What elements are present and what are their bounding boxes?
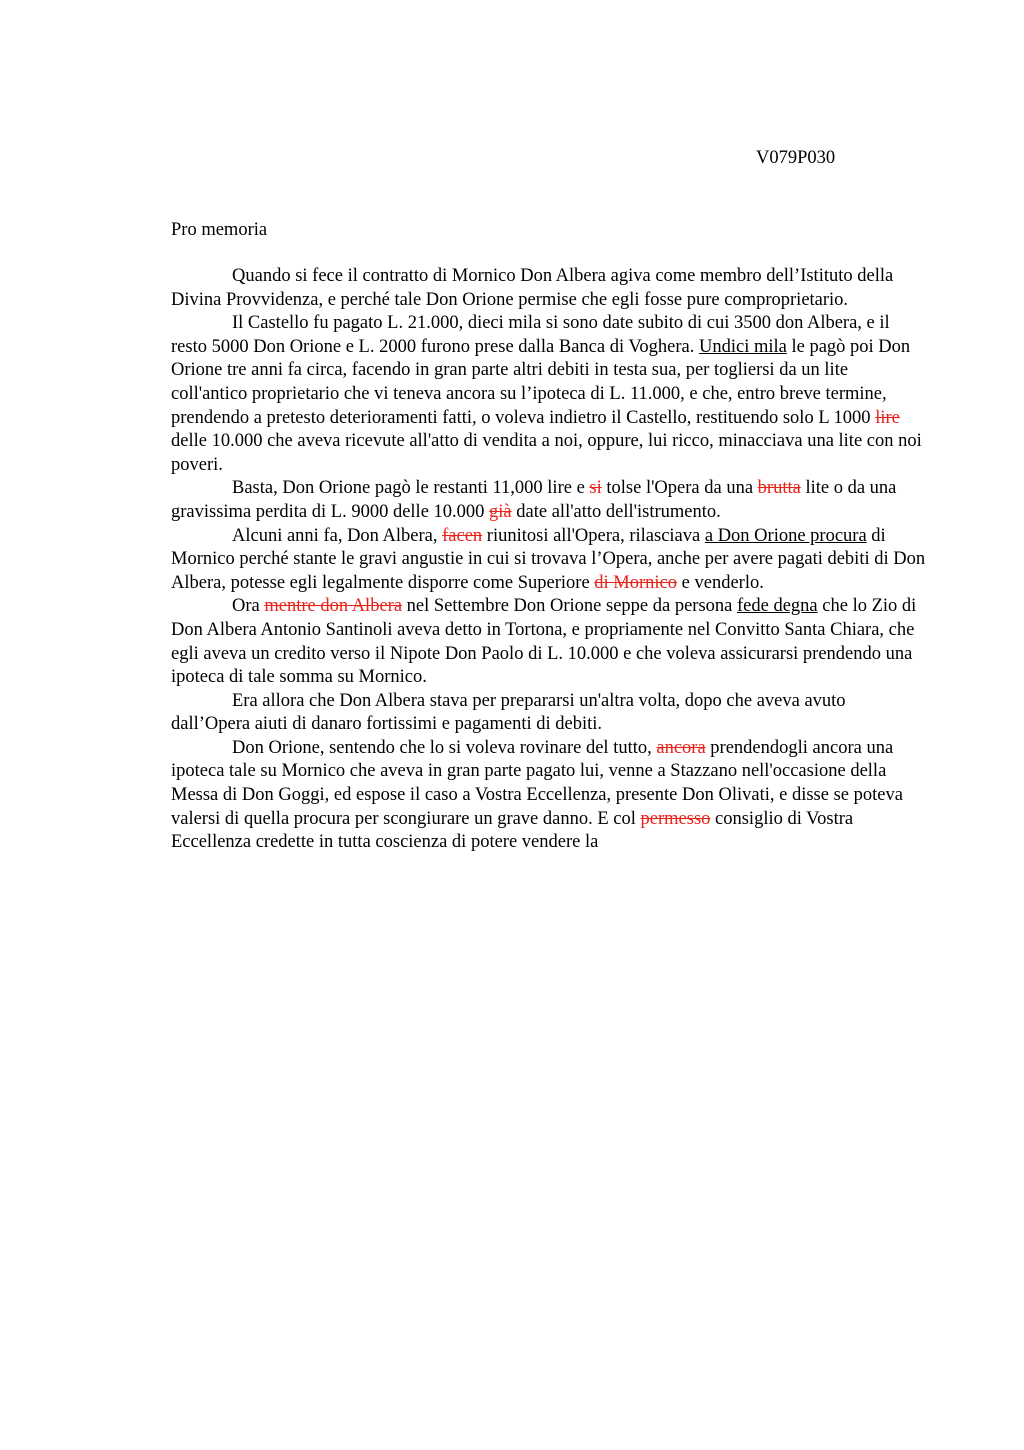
document-title: Pro memoria xyxy=(171,220,268,240)
paragraph-text: Quando si fece il contratto di Mornico Don Albera agiva come membro dell’Istituto della Divina Provvidenza, e perché tale Don Orione permise che egli fosse pure comproprietario. xyxy=(171,266,894,310)
paragraph-text: Ora xyxy=(232,596,265,617)
deleted-text: brutta xyxy=(757,478,801,499)
paragraph xyxy=(171,312,926,477)
deleted-text: lire xyxy=(875,407,900,428)
paragraph-text: lite o da una gravissima perdita di L. 9000 delle 10.000 xyxy=(171,478,897,522)
paragraph xyxy=(171,595,926,689)
deleted-text: permesso xyxy=(640,808,711,829)
paragraph-text: Era allora che Don Albera stava per prepararsi un'altra volta, dopo che aveva avuto dall’Opera aiuti di danaro fortissimi e pagamenti di debiti. xyxy=(171,690,846,735)
paragraph-text: Don Orione, sentendo che lo si voleva rovinare del tutto, xyxy=(232,737,657,758)
paragraph-text: delle 10.000 che aveva ricevute all'atto di vendita a noi, oppure, lui ricco, minacciava una lite con noi poveri. xyxy=(171,431,922,475)
underlined-text: a Don Orione procura xyxy=(704,525,867,546)
paragraph-text: di Mornico perché stante le gravi angustie in cui si trovava l’Opera, anche per avere pagati debiti di Don Albera, potesse egli legalmente disporre come Superiore xyxy=(171,525,926,593)
document-body xyxy=(171,265,926,855)
underlined-text: fede degna xyxy=(737,596,818,617)
paragraph-text: che lo Zio di Don Albera Antonio Santinoli aveva detto in Tortona, e propriamente nel Convitto Santa Chiara, che egli aveva un credito verso il Nipote Don Paolo di L. 10.000 e che voleva assicurarsi prendendo una ipoteca di tale somma su Mornico. xyxy=(171,596,917,688)
paragraph xyxy=(171,690,926,737)
underlined-text: Undici mila xyxy=(698,336,787,357)
paragraph xyxy=(171,477,926,524)
paragraph-text: Basta, Don Orione pagò le restanti 11,000 lire e xyxy=(232,478,590,499)
paragraph-text: consiglio di Vostra Eccellenza credette in tutta coscienza di potere vendere la xyxy=(171,808,854,853)
deleted-text: già xyxy=(489,501,512,522)
paragraph-text: Alcuni anni fa, Don Albera, xyxy=(232,525,443,546)
deleted-text: ancora xyxy=(656,737,706,758)
paragraph-text: tolse l'Opera da una xyxy=(601,478,758,499)
document-id: V079P030 xyxy=(756,148,836,168)
deleted-text: mentre don Albera xyxy=(264,596,403,617)
paragraph-text: nel Settembre Don Orione seppe da persona xyxy=(402,596,737,617)
paragraph xyxy=(171,737,926,855)
paragraph xyxy=(171,525,926,596)
paragraph-text: date all'atto dell'istrumento. xyxy=(511,501,721,522)
deleted-text: di Mornico xyxy=(594,572,678,593)
paragraph-text: Il Castello fu pagato L. 21.000, dieci mila si sono date subito di cui 3500 don Albera, e il resto 5000 Don Orione e L. 2000 furono prese dalla Banca di Voghera. xyxy=(171,313,890,357)
paragraph-text: prendendogli ancora una ipoteca tale su Mornico che aveva in gran parte pagato lui, venne a Stazzano nell'occasione della Messa di Don Goggi, ed espose il caso a Vostra Eccellenza, presente Don Olivati, e disse se poteva valersi di quella procura per scongiurare un grave danno. E col xyxy=(171,737,903,829)
paragraph xyxy=(171,265,926,312)
paragraph-text: riunitosi all'Opera, rilasciava xyxy=(482,525,705,546)
paragraph-text: e venderlo. xyxy=(677,572,764,593)
deleted-text: si xyxy=(589,478,602,499)
deleted-text: facen xyxy=(442,525,483,546)
paragraph-text: le pagò poi Don Orione tre anni fa circa, facendo in gran parte altri debiti in testa sua, per togliersi da un lite coll'antico proprietario che vi teneva ancora su l’ipoteca di L. 11.000, e che, entro breve termine, prendendo a pretesto deterioramenti fatti, o voleva indietro il Castello, restituendo solo L 1000 xyxy=(171,336,911,428)
